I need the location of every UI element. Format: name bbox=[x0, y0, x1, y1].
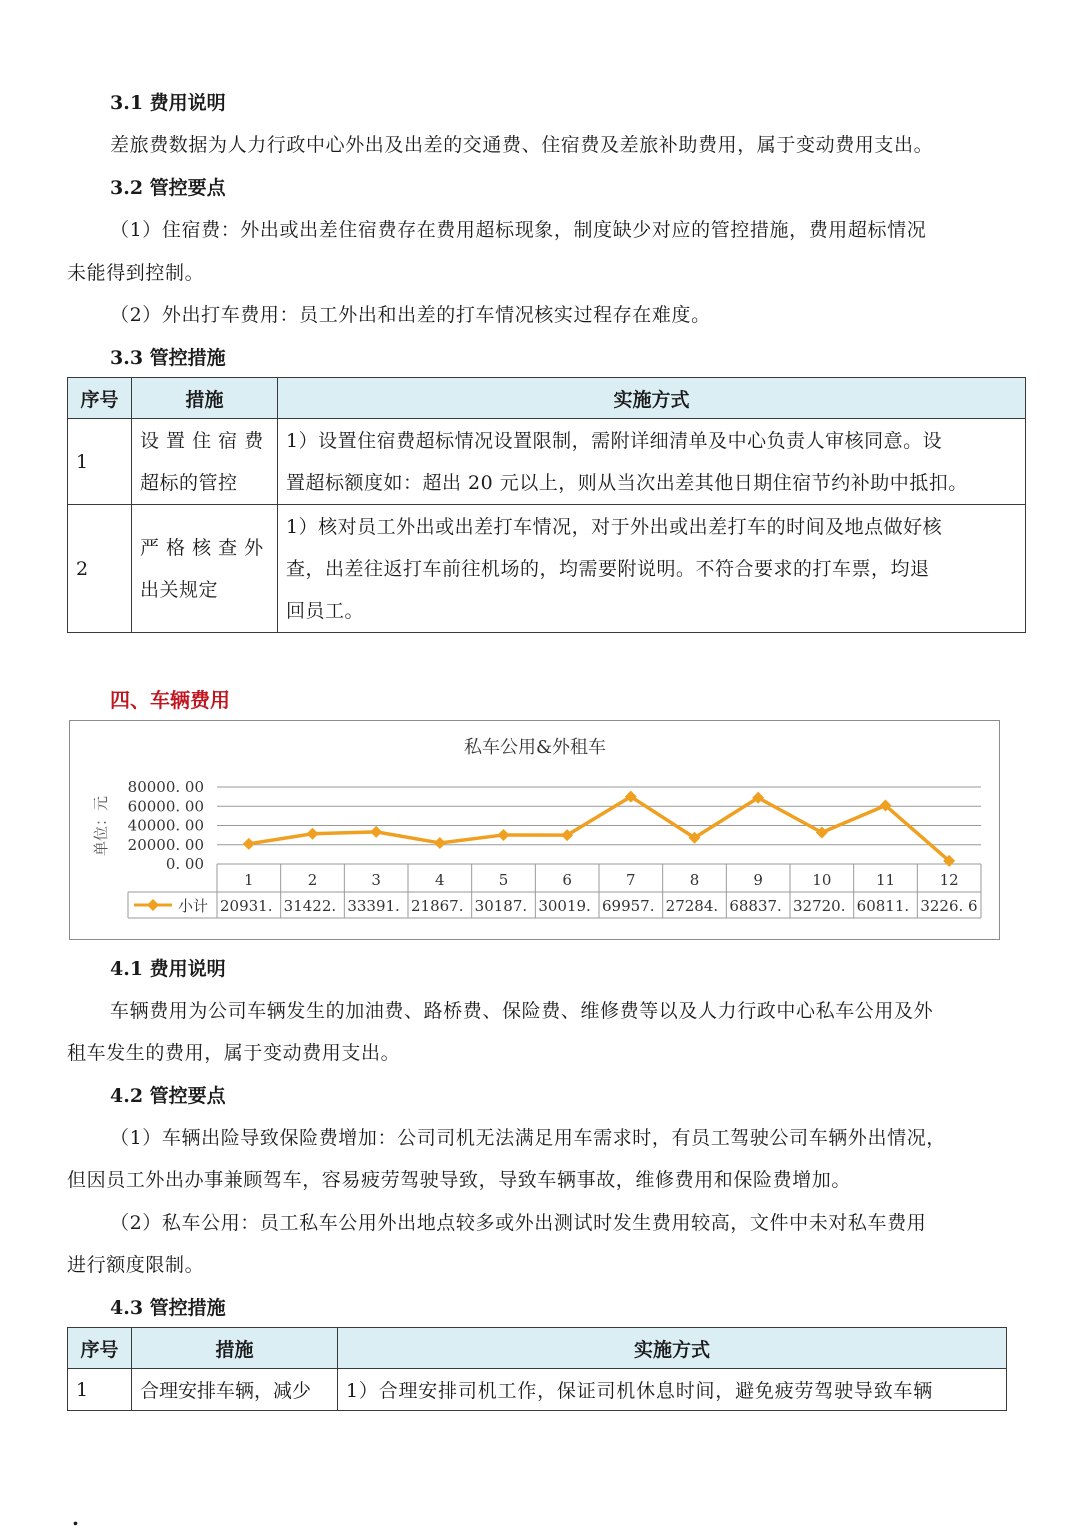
x-tick-label: 7 bbox=[626, 871, 636, 889]
data-table-value: 68837. bbox=[729, 897, 782, 915]
paragraph-4-2-item1-cont: 但因员工外出办事兼顾驾车，容易疲劳驾驶导致，导致车辆事故，维修费用和保险费增加。 bbox=[67, 1169, 852, 1191]
header-measure: 措施 bbox=[132, 378, 278, 419]
section-heading-4-2: 4.2 管控要点 bbox=[110, 1085, 226, 1107]
legend-label: 小计 bbox=[178, 897, 209, 915]
data-point bbox=[370, 826, 382, 838]
row-measure bbox=[132, 419, 278, 505]
table-header-row bbox=[68, 378, 1026, 419]
x-tick-label: 6 bbox=[562, 871, 572, 889]
x-tick-label: 12 bbox=[939, 871, 959, 889]
paragraph-3-2-item1-cont: 未能得到控制。 bbox=[67, 262, 205, 284]
row-measure bbox=[132, 505, 278, 633]
row-measure-line: 超标的管控 bbox=[140, 471, 238, 494]
measures-table-4-3 bbox=[67, 1327, 1007, 1411]
chart-ylabel: 单位：元 bbox=[92, 795, 110, 857]
row-measure-line: 出关规定 bbox=[140, 578, 219, 601]
paragraph-4-1-cont: 租车发生的费用，属于变动费用支出。 bbox=[67, 1042, 401, 1064]
x-tick-label: 5 bbox=[498, 871, 509, 889]
data-table-value: 30019. bbox=[538, 897, 591, 915]
table-header-row bbox=[68, 1328, 1007, 1369]
y-tick-label: 60000. 00 bbox=[127, 797, 204, 816]
row-no: 1 bbox=[68, 419, 132, 505]
row-method-line: 查，出差往返打车前往机场的，均需要附说明。不符合要求的打车票，均退 bbox=[286, 557, 930, 580]
chart-title: 私车公用&外租车 bbox=[463, 737, 607, 758]
row-measure-line: 设 置 住 宿 费 bbox=[140, 429, 264, 452]
data-point bbox=[434, 837, 446, 849]
data-table-value: 33391. bbox=[347, 897, 400, 915]
chart-svg bbox=[70, 721, 999, 939]
data-point bbox=[243, 838, 255, 850]
header-no: 序号 bbox=[68, 1328, 132, 1369]
paragraph-4-2-item2-cont: 进行额度限制。 bbox=[67, 1254, 205, 1276]
row-method-line: 置超标额度如：超出 20 元以上，则从当次出差其他日期住宿节约补助中抵扣。 bbox=[286, 471, 968, 494]
y-tick-label: 80000. 00 bbox=[127, 778, 204, 796]
data-table-value: 69957. bbox=[602, 897, 655, 915]
table-row bbox=[68, 1369, 1007, 1411]
data-point bbox=[307, 828, 319, 840]
vehicle-cost-chart bbox=[69, 720, 1000, 940]
data-table-value: 21867. bbox=[411, 897, 464, 915]
table-row bbox=[68, 505, 1026, 633]
section-heading-3-2: 3.2 管控要点 bbox=[110, 177, 226, 199]
section-heading-4: 四、车辆费用 bbox=[110, 688, 230, 712]
row-method: 1）合理安排司机工作，保证司机休息时间，避免疲劳驾驶导致车辆 bbox=[338, 1369, 1007, 1411]
paragraph-4-2-item1: （1）车辆出险导致保险费增加：公司司机无法满足用车需求时，有员工驾驶公司车辆外出情况， bbox=[110, 1127, 946, 1149]
table-row bbox=[68, 419, 1026, 505]
row-method-line: 回员工。 bbox=[286, 599, 365, 622]
row-no: 2 bbox=[68, 505, 132, 633]
y-tick-label: 40000. 00 bbox=[127, 816, 204, 835]
x-tick-label: 1 bbox=[244, 871, 254, 889]
header-method: 实施方式 bbox=[278, 378, 1026, 419]
x-tick-label: 9 bbox=[753, 871, 763, 889]
paragraph-3-2-item2: （2）外出打车费用：员工外出和出差的打车情况核实过程存在难度。 bbox=[110, 304, 711, 326]
row-no: 1 bbox=[68, 1369, 132, 1411]
section-heading-3-1: 3.1 费用说明 bbox=[110, 92, 226, 114]
y-tick-label: 20000. 00 bbox=[127, 835, 204, 854]
data-table-value: 31422. bbox=[283, 897, 337, 915]
row-method-line: 1）设置住宿费超标情况设置限制，需附详细清单及中心负责人审核同意。设 bbox=[286, 429, 943, 452]
row-method bbox=[278, 419, 1026, 505]
row-measure-line: 严 格 核 查 外 bbox=[140, 536, 264, 559]
x-tick-label: 3 bbox=[371, 871, 381, 889]
data-table-value: 27284. bbox=[665, 897, 719, 915]
data-table-value: 30187. bbox=[474, 897, 528, 915]
x-tick-label: 2 bbox=[307, 871, 318, 889]
paragraph-3-2-item1: （1）住宿费：外出或出差住宿费存在费用超标现象，制度缺少对应的管控措施，费用超标情况 bbox=[110, 219, 927, 241]
row-measure: 合理安排车辆，减少 bbox=[132, 1369, 338, 1411]
data-table-value: 32720. bbox=[793, 897, 846, 915]
x-tick-label: 10 bbox=[812, 871, 832, 889]
data-table-value: 20931. bbox=[220, 897, 273, 915]
row-method-line: 1）核对员工外出或出差打车情况，对于外出或出差打车的时间及地点做好核 bbox=[286, 515, 943, 538]
x-tick-label: 8 bbox=[689, 871, 700, 889]
data-point bbox=[498, 829, 510, 841]
y-tick-label: 0. 00 bbox=[165, 855, 204, 873]
header-measure: 措施 bbox=[132, 1328, 338, 1369]
header-no: 序号 bbox=[68, 378, 132, 419]
legend-marker bbox=[147, 899, 159, 911]
section-heading-3-3: 3.3 管控措施 bbox=[110, 347, 226, 369]
section-heading-4-3: 4.3 管控措施 bbox=[110, 1297, 226, 1319]
data-table-value: 60811. bbox=[856, 897, 910, 915]
header-method: 实施方式 bbox=[338, 1328, 1007, 1369]
paragraph-3-1: 差旅费数据为人力行政中心外出及出差的交通费、住宿费及差旅补助费用，属于变动费用支出。 bbox=[110, 134, 934, 156]
row-method bbox=[278, 505, 1026, 633]
x-tick-label: 11 bbox=[875, 871, 896, 889]
paragraph-4-2-item2: （2）私车公用：员工私车公用外出地点较多或外出测试时发生费用较高，文件中未对私车费用 bbox=[110, 1212, 927, 1234]
paragraph-4-1: 车辆费用为公司车辆发生的加油费、路桥费、保险费、维修费等以及人力行政中心私车公用及外 bbox=[110, 1000, 934, 1022]
data-table-value: 3226. 6 bbox=[920, 897, 978, 915]
x-tick-label: 4 bbox=[435, 871, 445, 889]
measures-table-3-3 bbox=[67, 377, 1026, 633]
footer-dot: . bbox=[72, 1506, 79, 1530]
section-heading-4-1: 4.1 费用说明 bbox=[110, 958, 226, 980]
